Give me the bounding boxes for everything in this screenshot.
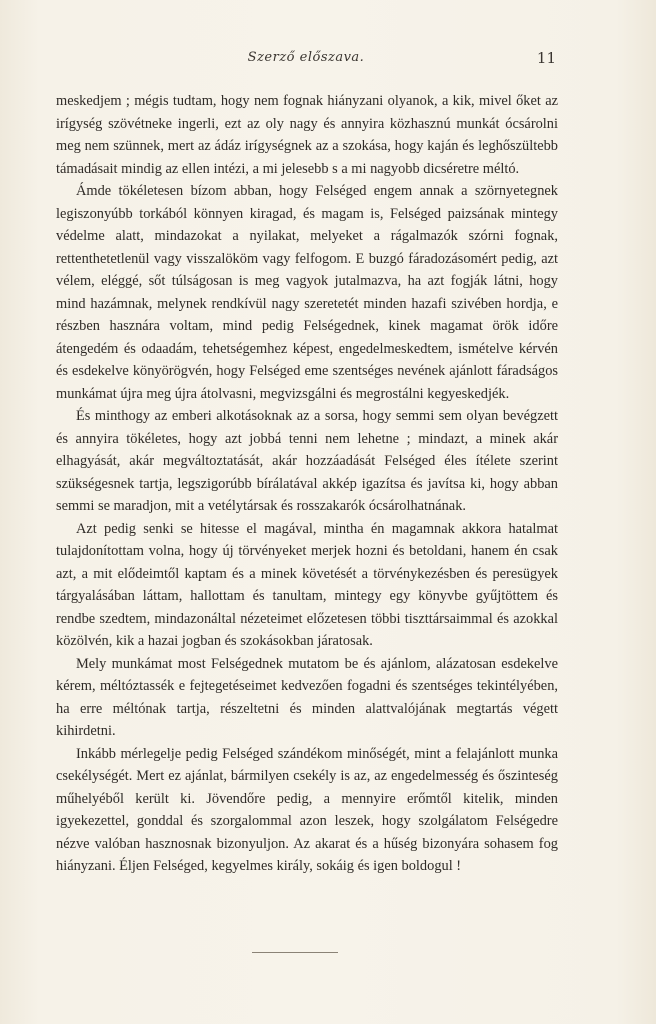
page-number: 11 <box>536 49 556 67</box>
page-header <box>56 50 556 70</box>
paragraph: Mely munkámat most Felségednek mutatom be és ajánlom, alázatosan esdekelve kérem, méltóztassék e fejtegetéseimet kedvezően fogadni és szentséges tekintélyében, ha erre méltónak tartja, részeltetni és minden alattvalójának megtartás végett kihirdetni. <box>56 655 558 739</box>
body-text <box>56 90 558 878</box>
paragraph: Azt pedig senki se hitesse el magával, mintha én magamnak akkora hatalmat tulajdonítottam volna, hogy új törvényeket merjek hozni és betoldani, hanem én csak azt, a mit elődeimtől kaptam és a minek követését a törvénykezésben és peresügyek tárgyalásában láttam, hallottam és tanultam, mintegy egy könyvbe gyűjtöttem és rendbe szedtem, mindazonáltal nézeteimet előzetesen többi tiszttársaimmal és azokkal közölvén, kik a hazai jogban és szokásokban járatosak. <box>56 520 558 649</box>
paragraph: meskedjem ; mégis tudtam, hogy nem fognak hiányzani olyanok, a kik, mivel őket az irígység szövétneke ingerli, ezt az oly nagy és annyira közhasznú munkát ócsárolni meg nem szünnek, mert az ádáz irígységnek az a szokása, hogy kaján és leghőszültebb támadásait mindig az ellen intézi, a mi jelesebb s a mi nagyobb dicséretre méltó. <box>56 93 558 177</box>
closing-rule <box>252 952 338 953</box>
paragraph: Ámde tökéletesen bízom abban, hogy Felséged engem annak a szörnyetegnek legiszonyúbb torkából könnyen kiragad, és magam is, Felséged paizsának mintegy védelme alatt, mindazokat a nyilakat, melyeket a rágalmazók szórni fognak, rettenthetetlenül vagy visszalököm vagy felfogom. E buzgó fáradozásomért pedig, azt vélem, eléggé, sőt túlságosan is meg vagyok jutalmazva, ha azt fogják látni, hogy mind hazámnak, melynek rendkívül nagy szeretetét minden hazafi szivében hordja, e részben hasznára voltam, mind pedig Felségednek, kinek magamat örök időre átengedém és odaadám, tehetségemhez képest, engedelmeskedtem, ismételve kérvén és esdekelve könyörögvén, hogy Felséged eme szentséges nevének ajánlott fáradságos munkámat újra meg újra átolvasni, megvizsgálni és megrostálni kegyeskedjék. <box>56 183 558 402</box>
running-title: Szerző előszava. <box>247 50 365 65</box>
paragraph: És minthogy az emberi alkotásoknak az a sorsa, hogy semmi sem olyan bevégzett és annyira tökéletes, hogy azt jobbá tenni nem lehetne ; mindazt, a minek akár elhagyását, akár megváltoztatását, akár hozzáadását Felséged éles ítélete szerint szükségesnek tartja, legszigorúbb bírálatával akkép igazítsa és javítsa ki, hogy abban semmi se maradjon, mit a vetélytársak és rosszakarók ócsárolhatnának. <box>56 408 558 514</box>
paragraph: Inkább mérlegelje pedig Felséged szándékom minőségét, mint a felajánlott munka csekélységét. Mert ez ajánlat, bármilyen csekély is az, az engedelmesség és őszinteség műhelyéből került ki. Jövendőre pedig, a mennyire erőmtől kitelik, minden igyekezettel, gonddal és szorgalommal azon leszek, hogy szolgálatom Felségedre nézve valóban hasznosnak bizonyuljon. Az akarat és a hűség bizonyára sohasem fog hiányzani. Éljen Felséged, kegyelmes király, sokáig és igen boldogul ! <box>56 745 558 874</box>
